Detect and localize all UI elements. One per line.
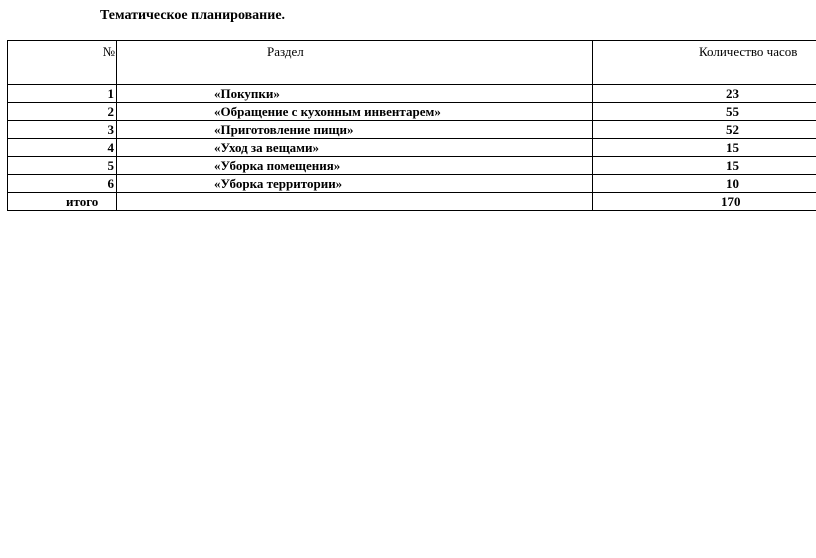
row-section: «Уборка помещения» <box>117 157 593 175</box>
table-row <box>8 157 816 175</box>
row-section: «Покупки» <box>117 85 593 103</box>
table-row <box>8 139 816 157</box>
row-number: 6 <box>8 175 117 193</box>
row-number: 3 <box>8 121 117 139</box>
row-number: 2 <box>8 103 117 121</box>
total-label: итого <box>8 193 117 211</box>
header-number: № <box>8 41 117 85</box>
table-row <box>8 121 816 139</box>
document-title: Тематическое планирование. <box>100 8 286 23</box>
row-number: 1 <box>8 85 117 103</box>
row-number: 5 <box>8 157 117 175</box>
row-hours: 23 <box>593 85 816 103</box>
header-hours: Количество часов <box>593 41 816 85</box>
row-section: «Уборка территории» <box>117 175 593 193</box>
header-section: Раздел <box>117 41 593 85</box>
row-section: «Обращение с кухонным инвентарем» <box>117 103 593 121</box>
table-row <box>8 175 816 193</box>
thematic-plan-table <box>7 40 816 211</box>
row-number: 4 <box>8 139 117 157</box>
row-hours: 52 <box>593 121 816 139</box>
total-section-empty <box>117 193 593 211</box>
row-hours: 15 <box>593 157 816 175</box>
total-hours: 170 <box>593 193 816 211</box>
row-hours: 15 <box>593 139 816 157</box>
table-header-row <box>8 41 816 85</box>
row-hours: 55 <box>593 103 816 121</box>
table-row <box>8 103 816 121</box>
row-section: «Приготовление пищи» <box>117 121 593 139</box>
table-total-row <box>8 193 816 211</box>
table-row <box>8 85 816 103</box>
row-section: «Уход за вещами» <box>117 139 593 157</box>
row-hours: 10 <box>593 175 816 193</box>
